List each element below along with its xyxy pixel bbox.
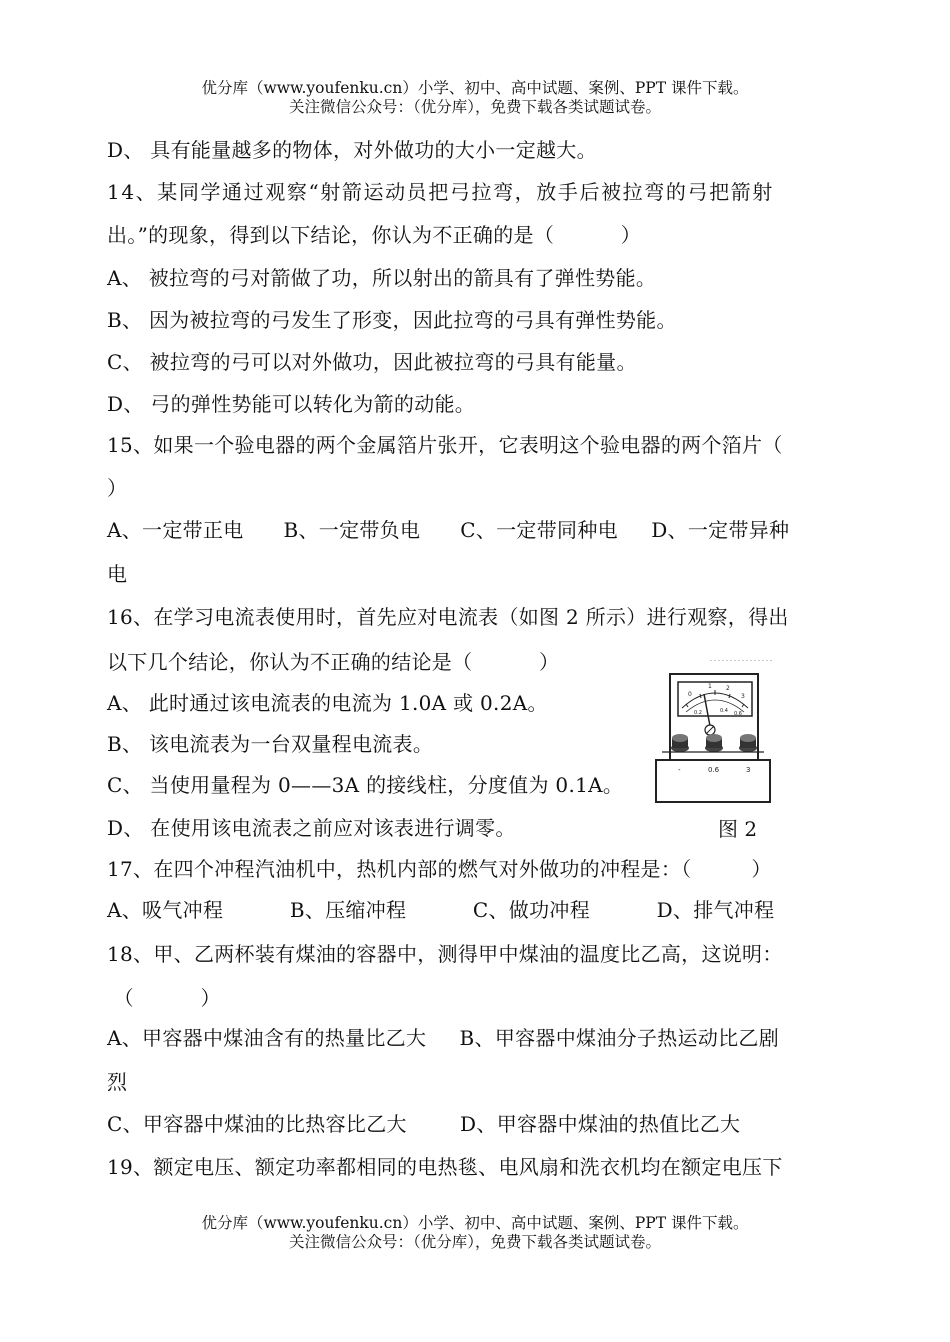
page-footer [0,1214,950,1252]
q14-stem-2: 出。”的现象，得到以下结论，你认为不正确的是（ ） [107,223,641,247]
q16-stem-2: 以下几个结论，你认为不正确的结论是（ ） [107,650,560,674]
scale-label-0-4: 0.4 [720,708,728,714]
q16-option-a: A、 此时通过该电流表的电流为 1.0A 或 0.2A。 [107,691,548,715]
q17-options: A、吸气冲程 B、压缩冲程 C、做功冲程 D、排气冲程 [107,898,775,922]
q14-option-d: D、 弓的弹性势能可以转化为箭的动能。 [107,392,476,416]
scale-label-1: 1 [708,683,712,690]
terminal-label-0-6: 0.6 [708,766,720,774]
q13-option-d: D、 具有能量越多的物体，对外做功的大小一定越大。 [107,138,597,162]
q15-stem-2: ） [107,476,128,500]
q14-option-a: A、 被拉弯的弓对箭做了功，所以射出的箭具有了弹性势能。 [107,266,657,290]
header-line-1: 优分库（www.youfenku.cn）小学、初中、高中试题、案例、PPT 课件下载。 [201,79,749,97]
q14-option-c: C、 被拉弯的弓可以对外做功，因此被拉弯的弓具有能量。 [107,350,637,374]
q15-options: A、一定带正电 B、一定带负电 C、一定带同种电 D、一定带异种 [107,518,790,542]
q18-options-cd: C、甲容器中煤油的比热容比乙大 D、甲容器中煤油的热值比乙大 [107,1112,741,1136]
scale-label-0-2: 0.2 [694,710,702,716]
footer-line-2: 关注微信公众号：（优分库），免费下载各类试题试卷。 [288,1233,661,1251]
q18-stem-1: 18、甲、乙两杯装有煤油的容器中，测得甲中煤油的温度比乙高，这说明： [107,942,783,966]
q14-stem-1: 14、某同学通过观察“射箭运动员把弓拉弯，放手后被拉弯的弓把箭射 [107,180,774,204]
footer-line-1: 优分库（www.youfenku.cn）小学、初中、高中试题、案例、PPT 课件下载。 [201,1214,749,1232]
q14-option-b: B、 因为被拉弯的弓发生了形变，因此拉弯的弓具有弹性势能。 [107,308,677,332]
q16-option-b: B、 该电流表为一台双量程电流表。 [107,732,434,756]
q19-stem-1: 19、额定电压、额定功率都相同的电热毯、电风扇和洗衣机均在额定电压下 [107,1155,783,1179]
q15-options-wrap: 电 [107,562,128,586]
q16-stem-1: 16、在学习电流表使用时，首先应对电流表（如图 2 所示）进行观察，得出 [107,605,789,629]
terminal-label-3: 3 [746,766,751,774]
q16-option-d: D、 在使用该电流表之前应对该表进行调零。 [107,816,516,840]
scale-label-2: 2 [726,685,730,692]
scale-label-3: 3 [741,693,745,700]
q17-stem: 17、在四个冲程汽油机中，热机内部的燃气对外做功的冲程是：（ ） [107,857,772,881]
q15-stem-1: 15、如果一个验电器的两个金属箔片张开，它表明这个验电器的两个箔片（ [107,433,783,457]
header-line-2: 关注微信公众号：（优分库），免费下载各类试题试卷。 [288,98,661,116]
q18-stem-2: （ ） [107,986,221,1010]
q18-options-ab: A、甲容器中煤油含有的热量比乙大 B、甲容器中煤油分子热运动比乙剧 [107,1026,780,1050]
scale-label-0-6: 0.6 [734,711,742,717]
terminal-label-neg: - [678,766,681,774]
scale-label-0: 0 [688,691,692,698]
ammeter-diagram-icon [648,660,772,808]
q16-option-c: C、 当使用量程为 0——3A 的接线柱，分度值为 0.1A。 [107,773,624,797]
q18-options-ab-wrap: 烈 [107,1070,128,1094]
page-header [0,79,950,117]
figure-caption: 图 2 [718,817,758,841]
